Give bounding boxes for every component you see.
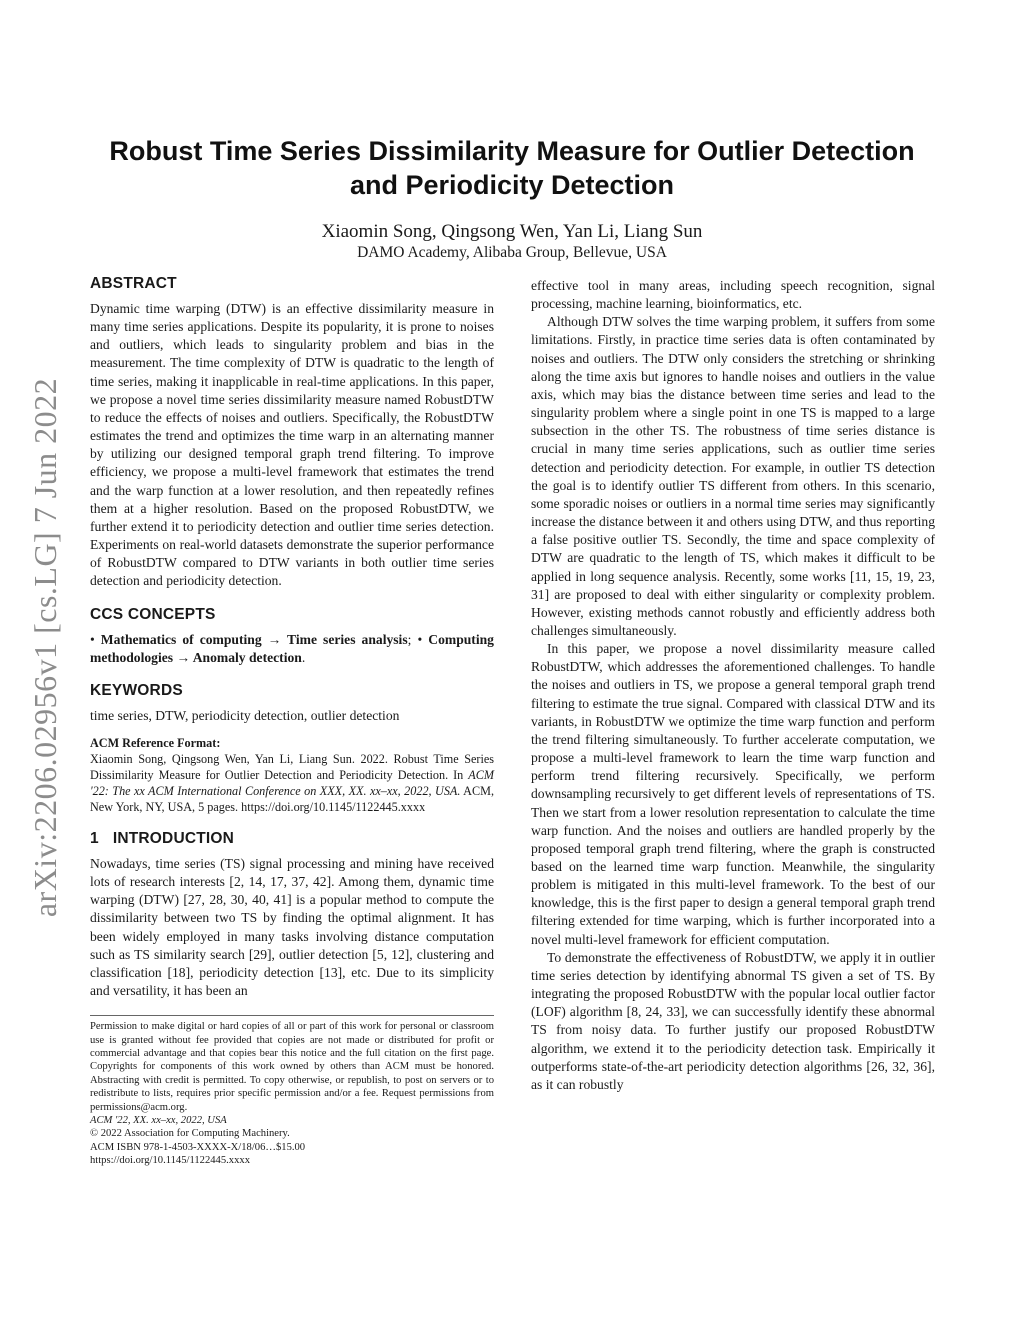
section-number: 1 <box>90 829 99 847</box>
intro-paragraph-1: Nowadays, time series (TS) signal processing and mining have received lots of research interests [2, 14, 17, 37, 42]. Among them, dynamic time warping (DTW) [27, 28, 30, 40, 41] is a popular method to compute the dissimilarity between two TS by finding the optimal alignment. It has been widely employed in many tasks involving distance computation such as TS similarity search [29], outlier detection [5, 12], clustering and classification [18], periodicity detection [13], etc. Due to its simplicity and versatility, it has been an <box>90 855 494 999</box>
paper-title: Robust Time Series Dissimilarity Measure for Outlier Detection and Periodicity Detection <box>109 136 915 200</box>
ccs-separator: ; <box>407 631 418 647</box>
acm-reference-part: Xiaomin Song, Qingsong Wen, Yan Li, Liang Sun. 2022. Robust Time Series Dissimilarity Measure for Outlier Detection and Periodicity Detection. In <box>90 751 494 782</box>
introduction-heading <box>90 829 494 849</box>
keywords-section <box>90 681 494 725</box>
abstract-section <box>90 274 494 591</box>
abstract-heading: ABSTRACT <box>90 275 177 292</box>
acm-reference-part: ACM, New York, NY, USA, 5 pages. https://doi.org/10.1145/1122445.xxxx <box>90 783 494 814</box>
intro-paragraph-3: In this paper, we propose a novel dissimilarity measure called RobustDTW, which addresses the aforementioned challenges. To handle the noises and outliers in TS, we propose a general temporal graph trend filtering to estimate the true signal. Compared with classical DTW and its variants, in RobustDTW we optimize the time warp function and perform the trend filtering simultaneously. To further accelerate computation, we propose a multi-level framework to learn the time warp function and perform trend filtering recursively. Specifically, we perform downsampling recursively to get different levels of representations of TS. Then we start from a lower resolution representation to calculate the time warp function. And the noises and outliers are handled properly by the proposed temporal graph trend filtering, where the graph is constructed based on the learned time warp function. Meanwhile, the singularity problem is mitigated in this multi-level framework. To the best of our knowledge, this is the first paper to design a general temporal graph trend filtering extended for time warping, which is further incorporated into a novel multi-level framework for efficient computation. <box>531 641 935 947</box>
conference-line: ACM '22, XX. xx–xx, 2022, USA <box>90 1115 227 1127</box>
ccs-concepts <box>90 631 494 667</box>
footnote-rule <box>90 1015 494 1016</box>
intro-paragraph-1-continued: effective tool in many areas, including speech recognition, signal processing, machine learning, bioinformatics, etc. <box>531 278 935 312</box>
ccs-concept-1: Mathematics of computing → Time series analysis <box>100 631 408 647</box>
isbn-line: ACM ISBN 978-1-4503-XXXX-X/18/06…$15.00 <box>90 1141 306 1153</box>
intro-paragraph-2: Although DTW solves the time warping problem, it suffers from some limitations. Firstly, in practice time series data is often contaminated by noises and outliers. The DTW only considers the stretching or shrinking along the time axis but ignores to handle noises and outliers in the value axis, which may bias the distance between time series and lead to the singularity problem where a single point in one TS is mapped to a large subsection in the other TS. The robustness of time series distance is crucial in many time series applications, such as outlier time series detection and periodicity detection. For example, in outlier TS detection the goal is to identify outlier TS different from others. In this scenario, some sporadic noises or outliers in a normal time series may significantly increase the distance between it and others using DTW, and thus reporting a false positive outlier TS. Secondly, the time and space complexity of DTW are quadratic to the length of TS, which makes it difficult to be applied in long sequence analysis. Recently, some works [11, 15, 19, 23, 31] are proposed to deal with either singularity or complexity problem. However, existing methods cannot robustly and efficiently address both challenges simultaneously. <box>531 314 935 638</box>
right-column <box>531 277 935 1094</box>
permission-footnote <box>90 1020 494 1167</box>
acm-reference-heading: ACM Reference Format: <box>90 735 221 750</box>
ccs-concept-2: Computing methodologies → Anomaly detection <box>90 631 494 665</box>
arxiv-identifier <box>18 365 74 930</box>
affiliation: DAMO Academy, Alibaba Group, Bellevue, USA <box>357 244 667 261</box>
permission-text: Permission to make digital or hard copies of all or part of this work for personal or classroom use is granted without fee provided that copies are not made or distributed for profit or commercial advantage and that copies bear this notice and the full citation on the first page. Copyrights for components of this work owned by others than ACM must be honored. Abstracting with credit is permitted. To copy otherwise, or republish, to post on servers or to redistribute to lists, requires prior specific permission and/or a fee. Request permissions from permissions@acm.org. <box>90 1021 494 1113</box>
doi-line: https://doi.org/10.1145/1122445.xxxx <box>90 1155 250 1167</box>
introduction-section <box>90 829 494 1000</box>
keywords-heading: KEYWORDS <box>90 681 183 699</box>
ccs-bullet: • <box>417 631 429 647</box>
copyright-line: © 2022 Association for Computing Machinery. <box>90 1128 290 1140</box>
left-column <box>90 274 494 1168</box>
keywords-text: time series, DTW, periodicity detection, outlier detection <box>90 707 400 723</box>
intro-paragraph-4: To demonstrate the effectiveness of RobustDTW, we apply it in outlier time series detection by identifying abnormal TS given a set of TS. By integrating the proposed RobustDTW with the popular local outlier factor (LOF) algorithm [8, 24, 33], we can successfully identify these abnormal TS from noisy data. To further justify our proposed RobustDTW algorithm, we extend it to the periodicity detection task. Empirically it outperforms state-of-the-art periodicity detection algorithms [26, 32, 36], as it can robustly <box>531 949 935 1092</box>
author-list: Xiaomin Song, Qingsong Wen, Yan Li, Liang Sun <box>321 221 703 242</box>
section-title: INTRODUCTION <box>112 829 235 847</box>
ccs-bullet: • <box>90 631 101 647</box>
arxiv-identifier-text: arXiv:2206.02956v1 [cs.LG] 7 Jun 2022 <box>27 377 64 918</box>
ccs-end: . <box>301 649 306 665</box>
ccs-section <box>90 605 494 667</box>
acm-reference-venue: ACM '22: The xx ACM International Conference on XXX, XX. xx–xx, 2022, USA. <box>90 767 494 798</box>
abstract-text: Dynamic time warping (DTW) is an effective dissimilarity measure in many time series applications. Despite its popularity, it is prone to noises and outliers, which leads to singularity problem and bias in the measurement. The time complexity of DTW is quadratic to the length of time series, making it inapplicable in real-time applications. In this paper, we propose a novel time series dissimilarity measure named RobustDTW to reduce the effects of noises and outliers. Specifically, the RobustDTW estimates the trend and optimizes the time warp in an alternating manner by utilizing our designed temporal graph trend filtering. To improve efficiency, we propose a multi-level framework that estimates the trend and the warp function at a lower resolution, and then repeatedly refines them at a higher resolution. Based on the proposed RobustDTW, we further extend it to periodicity detection and outlier time series detection. Experiments on real-world datasets demonstrate the superior performance of RobustDTW compared to DTW variants in both outlier time series detection and periodicity detection. <box>90 301 494 589</box>
ccs-heading: CCS CONCEPTS <box>90 605 216 623</box>
acm-reference-text <box>90 751 494 815</box>
